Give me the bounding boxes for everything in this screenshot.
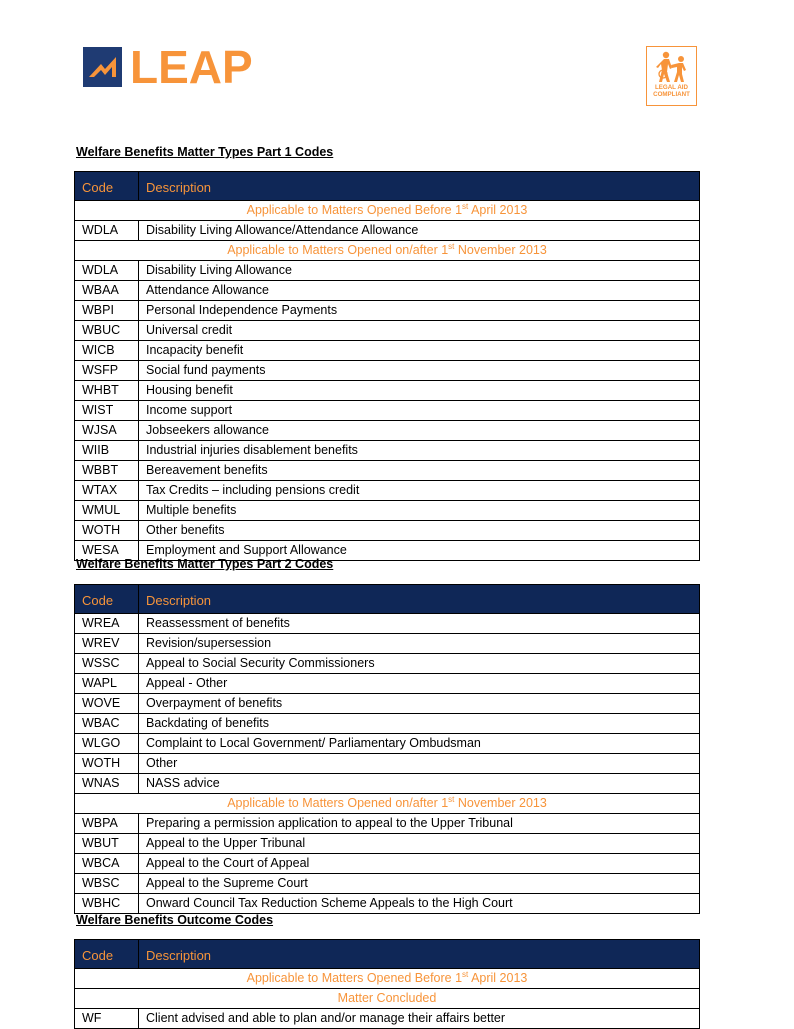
code-cell: WIST: [75, 401, 139, 421]
table-row: [75, 854, 700, 874]
ordinal-suffix: st: [462, 202, 469, 211]
table-row: [75, 834, 700, 854]
section-row-before-april-2013-label: [75, 201, 700, 221]
description-column-header: Description: [139, 172, 700, 201]
table-row: [75, 714, 700, 734]
table-row: [75, 381, 700, 401]
leap-logo-mark: [83, 47, 122, 87]
description-cell: Appeal to Social Security Commissioners: [139, 654, 700, 674]
table-row: [75, 1009, 700, 1029]
code-cell: WJSA: [75, 421, 139, 441]
description-column-header: Description: [139, 585, 700, 614]
code-column-header: Code: [75, 172, 139, 201]
code-cell: WAPL: [75, 674, 139, 694]
table-row: [75, 341, 700, 361]
section-row-after-november-2013-label: [75, 794, 700, 814]
code-cell: WBPI: [75, 301, 139, 321]
ordinal-suffix: st: [448, 242, 455, 251]
section-text: Applicable to Matters Opened Before 1: [246, 971, 463, 985]
code-cell: WBBT: [75, 461, 139, 481]
description-cell: Income support: [139, 401, 700, 421]
description-cell: Universal credit: [139, 321, 700, 341]
code-cell: WNAS: [75, 774, 139, 794]
code-cell: WBPA: [75, 814, 139, 834]
section-row-before-april-2013: [75, 201, 700, 221]
description-cell: Multiple benefits: [139, 501, 700, 521]
code-cell: WOTH: [75, 754, 139, 774]
description-cell: Preparing a permission application to appeal to the Upper Tribunal: [139, 814, 700, 834]
code-cell: WDLA: [75, 261, 139, 281]
section-row-after-november-2013: [75, 241, 700, 261]
description-cell: Disability Living Allowance: [139, 261, 700, 281]
table-row: [75, 754, 700, 774]
description-cell: Industrial injuries disablement benefits: [139, 441, 700, 461]
table-row: [75, 461, 700, 481]
outcome-codes-table: [74, 939, 700, 1029]
code-cell: WSFP: [75, 361, 139, 381]
description-cell: Complaint to Local Government/ Parliamentary Ombudsman: [139, 734, 700, 754]
table-row: [75, 321, 700, 341]
code-cell: WLGO: [75, 734, 139, 754]
description-cell: NASS advice: [139, 774, 700, 794]
description-cell: Social fund payments: [139, 361, 700, 381]
code-cell: WIIB: [75, 441, 139, 461]
code-cell: WREA: [75, 614, 139, 634]
code-cell: WDLA: [75, 221, 139, 241]
section-row-after-november-2013: [75, 794, 700, 814]
description-cell: Personal Independence Payments: [139, 301, 700, 321]
description-cell: Other benefits: [139, 521, 700, 541]
code-cell: WF: [75, 1009, 139, 1029]
description-cell: Revision/supersession: [139, 634, 700, 654]
section-text: Applicable to Matters Opened Before 1: [246, 203, 463, 217]
section-row-before-april-2013-label: [75, 969, 700, 989]
table-row: [75, 734, 700, 754]
table-row: [75, 894, 700, 914]
table-row: [75, 481, 700, 501]
code-cell: WBUT: [75, 834, 139, 854]
table-row: [75, 401, 700, 421]
code-cell: WOVE: [75, 694, 139, 714]
part1-heading: Welfare Benefits Matter Types Part 1 Codes: [76, 145, 334, 159]
description-cell: Other: [139, 754, 700, 774]
description-cell: Jobseekers allowance: [139, 421, 700, 441]
table-row: [75, 521, 700, 541]
code-cell: WBSC: [75, 874, 139, 894]
code-cell: WHBT: [75, 381, 139, 401]
table-row: [75, 421, 700, 441]
code-cell: WSSC: [75, 654, 139, 674]
section-row-after-november-2013-label: [75, 241, 700, 261]
description-cell: Incapacity benefit: [139, 341, 700, 361]
leap-logo: [83, 41, 253, 93]
code-cell: WESA: [75, 541, 139, 561]
section-row-before-april-2013: [75, 969, 700, 989]
legal-aid-figures-icon: [652, 50, 692, 84]
table-row: [75, 774, 700, 794]
leap-logo-wordmark: LEAP: [130, 41, 253, 93]
ordinal-suffix: st: [462, 970, 469, 979]
table-row: [75, 261, 700, 281]
description-cell: Appeal - Other: [139, 674, 700, 694]
description-cell: Bereavement benefits: [139, 461, 700, 481]
code-column-header: Code: [75, 585, 139, 614]
table-row: [75, 654, 700, 674]
outcome-heading: Welfare Benefits Outcome Codes: [76, 913, 274, 927]
code-cell: WBCA: [75, 854, 139, 874]
table-row: [75, 441, 700, 461]
description-cell: Attendance Allowance: [139, 281, 700, 301]
section-text: Applicable to Matters Opened on/after 1: [227, 796, 449, 810]
table-row: [75, 874, 700, 894]
section-row-matter-concluded: [75, 989, 700, 1009]
description-cell: Overpayment of benefits: [139, 694, 700, 714]
code-cell: WTAX: [75, 481, 139, 501]
part2-codes-table: [74, 584, 700, 914]
description-cell: Employment and Support Allowance: [139, 541, 700, 561]
badge-caption: LEGAL AID COMPLIANT: [653, 84, 690, 98]
part1-codes-table: [74, 171, 700, 561]
table-row: [75, 361, 700, 381]
table-row: [75, 221, 700, 241]
table-header-row: [75, 940, 700, 969]
table-row: [75, 501, 700, 521]
description-cell: Disability Living Allowance/Attendance Allowance: [139, 221, 700, 241]
legal-aid-compliant-badge: [646, 46, 697, 106]
description-cell: Onward Council Tax Reduction Scheme Appeals to the High Court: [139, 894, 700, 914]
description-cell: Client advised and able to plan and/or manage their affairs better: [139, 1009, 700, 1029]
code-cell: WBAA: [75, 281, 139, 301]
description-cell: Appeal to the Court of Appeal: [139, 854, 700, 874]
description-cell: Appeal to the Supreme Court: [139, 874, 700, 894]
section-text-end: April 2013: [468, 971, 528, 985]
description-cell: Appeal to the Upper Tribunal: [139, 834, 700, 854]
section-row-matter-concluded-label: Matter Concluded: [75, 989, 700, 1009]
table-row: [75, 634, 700, 654]
code-cell: WBHC: [75, 894, 139, 914]
code-cell: WREV: [75, 634, 139, 654]
description-column-header: Description: [139, 940, 700, 969]
table-header-row: [75, 585, 700, 614]
description-cell: Backdating of benefits: [139, 714, 700, 734]
ordinal-suffix: st: [448, 795, 455, 804]
part2-heading: Welfare Benefits Matter Types Part 2 Codes: [76, 557, 334, 571]
section-text-end: November 2013: [454, 243, 547, 257]
section-text: Applicable to Matters Opened on/after 1: [227, 243, 449, 257]
table-row: [75, 301, 700, 321]
section-text-end: April 2013: [468, 203, 528, 217]
table-header-row: [75, 172, 700, 201]
table-row: [75, 614, 700, 634]
code-cell: WBUC: [75, 321, 139, 341]
code-cell: WOTH: [75, 521, 139, 541]
table-row: [75, 674, 700, 694]
table-row: [75, 281, 700, 301]
table-row: [75, 814, 700, 834]
description-cell: Housing benefit: [139, 381, 700, 401]
code-cell: WICB: [75, 341, 139, 361]
description-cell: Reassessment of benefits: [139, 614, 700, 634]
code-cell: WMUL: [75, 501, 139, 521]
table-row: [75, 694, 700, 714]
section-text-end: November 2013: [454, 796, 547, 810]
code-column-header: Code: [75, 940, 139, 969]
code-cell: WBAC: [75, 714, 139, 734]
description-cell: Tax Credits – including pensions credit: [139, 481, 700, 501]
